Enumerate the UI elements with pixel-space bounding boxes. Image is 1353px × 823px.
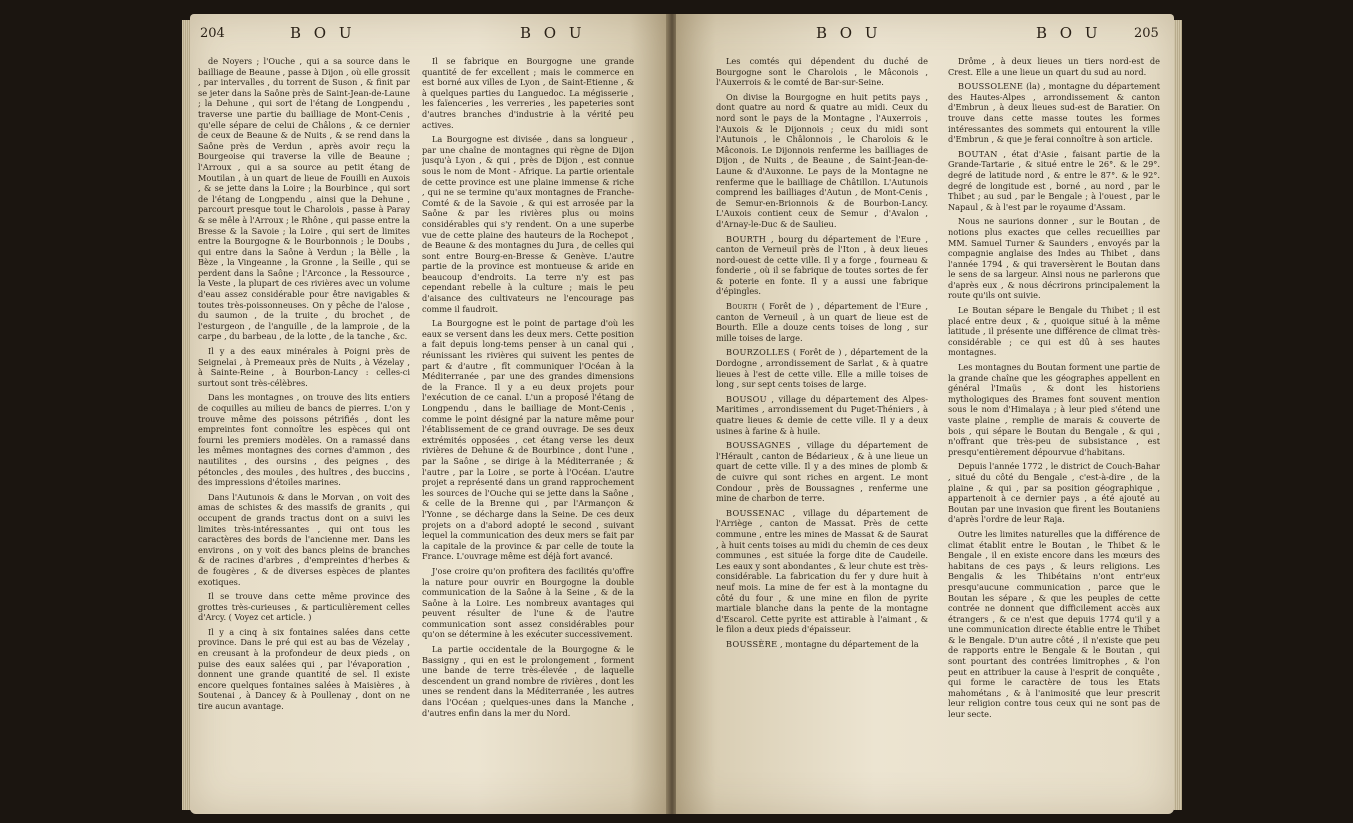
dictionary-entry: [716, 639, 928, 650]
paragraph: de Noyers ; l'Ouche , qui a sa source dans le bailliage de Beaune , passe à Dijon , où elle grossit , par intervalles , du torrent de Suson , & finit par se jeter dans la Saône près de Saint-Jean-de-Laune ; la Dehune , qui sort de l'étang de Longpendu , traverse une partie du bailliage de Mont-Cenis , qu'elle sépare de celui de Châlons , & ce dernier de ceux de Beaune & de Nuits , & se rend dans la Saône près de Verdun , après avoir reçu la Bourgeoise qui traverse la ville de Beaune ; l'Arroux , qui a sa source au petit étang de Moutilan , à un quart de lieue de Fouilli en Auxois , & se jette dans la Loire ; la Bourbince , qui sort de l'étang de Longpendu , ainsi que la Dehune , parcourt presque tout le Charolois , passe à Paray & se mêle à l'Arroux ; le Rhône , qui passe entre la Bresse & la Savoie ; la Loire , qui sert de limites entre la Bourgogne & le Bourbonnois ; le Doubs , qui entre dans la Saône à Verdun ; la Bèlle , la Bèze , la Vingeanne , la Gronne , la Seille , qui se perdent dans la Saône ; l'Arconce , la Ressource , la Veste , la plupart de ces rivières avec un volume d'eau assez considérable pour être navigables & toutes très-poissonneuses. On y pêche de l'alose , du saumon , de la truite , du brochet , de l'esturgeon , de l'anguille , de la lamproie , de la carpe , du barbeau , de la lotte , de la tanche , &c.: [198, 56, 410, 342]
dictionary-entry: [716, 508, 928, 635]
entry-headword: BOURTH: [726, 233, 767, 244]
entry-text: , village du département de l'Hérault , canton de Bédarieux , & à une lieue un quart de cette ville. Il y a des mines de plomb & de cuivre qui sont riches en argent. Le mont Condour , près de Boussagnes , renferme une mine de charbon de terre.: [716, 440, 928, 504]
paragraph: Il se trouve dans cette même province des grottes très-curieuses , & particulièrement celles d'Arcy. ( Voyez cet article. ): [198, 591, 410, 623]
entry-text: Les comtés qui dépendent du duché de Bourgogne sont le Charolois , le Mâconois , l'Auxerrois & le comté de Bar-sur-Seine.: [716, 56, 928, 88]
entry-text: (la) , montagne du département des Hautes-Alpes , arrondissement & canton d'Embrun , à deux lieues sud-est de Baratier. On trouve dans cette masse toutes les formes intéressantes des sommets qui entourent la ville d'Embrun , & que je ferai connoître à son article.: [948, 81, 1160, 145]
dictionary-entry: [948, 305, 1160, 358]
text-column-2: [948, 56, 1160, 804]
dictionary-entry: [716, 234, 928, 298]
paragraph: J'ose croire qu'on profitera des facilités qu'offre la nature pour ouvrir en Bourgogne la double communication de la Saône à la Seine , & de la Saône à la Loire. Les nombreux avantages qui peuvent résulter de l'une & de l'autre communication sont assez considérables pour qu'on se détermine à les exécuter successivement.: [422, 565, 634, 640]
running-head-left: B O U: [816, 24, 882, 42]
paragraph: Il se fabrique en Bourgogne une grande quantité de fer excellent ; mais le commerce en est borné aux villes de Lyon , de Saint-Etienne , & à quelques parties du Languedoc. La mégisserie , les faïenceries , les verreries , les papeteries sont d'autres branches d'industrie à la vérité peu actives.: [422, 56, 634, 130]
paragraph: Dans l'Autunois & dans le Morvan , on voit des amas de schistes & des massifs de granits , qui occupent de grands tractus dont on a suivi les limites très-intéressantes , qui ont tous les caractères des bords de l'ancienne mer. Dans les environs , on y voit des bancs pleins de branches & de racines d'arbres , d'empreintes d'herbes & de fougères , & de diverses espèces de plantes exotiques.: [198, 491, 410, 587]
entry-headword: BOUSSAGNES: [726, 440, 792, 451]
text-column-2: [422, 56, 634, 804]
page-number: 204: [200, 26, 225, 41]
dictionary-entry: [716, 301, 928, 343]
paragraph: La Bourgogne est divisée , dans sa longueur , par une chaîne de montagnes qui règne de Dijon jusqu'à Lyon , & qui , près de Dijon , est connue sous le nom de Mont - Afrique. La partie orientale de cette province est une plaine immense & riche , qui ne se termine qu'aux montagnes de Franche-Comté & de la Savoie , & qui est arrosée par la Saône & par les rivières plus ou moins considérables qui s'y rendent. On a une superbe vue de cette plaine des hauteurs de la Rochepot , de Beaune & des montagnes du Jura , de celles qui sont entre Bourg-en-Bresse & Genève. L'autre partie de la province est montueuse & aride en beaucoup d'endroits. La terre n'y est pas cependant rebelle à la culture ; mais le peu d'aisance des cultivateurs ne l'encourage pas comme il faudroit.: [422, 134, 634, 314]
right-page: [676, 14, 1174, 814]
entry-headword: BOUSOU: [726, 393, 767, 404]
dictionary-entry: [716, 56, 928, 88]
paragraph: La Bourgogne est le point de partage d'où les eaux se versent dans les deux mers. Cette position a fait depuis long-tems penser à un canal qui , réunissant les rivières qui suivent les pentes de part & d'autre , fît communiquer l'Océan à la Méditerranée , par une des grandes dimensions de la France. Il y a eu deux projets pour l'exécution de ce canal. L'un a proposé l'étang de Longpendu , dans le bailliage de Mont-Cenis , comme le point désigné par la nature même pour l'établissement de ce grand ouvrage. De ses deux extrémités opposées , cet étang verse les deux rivières de Dehune & de Bourbince , dont l'une , par la Saône , se dirige à la Méditerranée ; & l'autre , par la Loire , se porte à l'Océan. L'autre projet a représenté dans un grand rapprochement les sources de l'Ouche qui se jette dans la Saône , & celle de la Brenne qui , par l'Armançon & l'Yonne , se décharge dans la Seine. De ces deux projets on a d'abord adopté le second , suivant lequel la communication des deux mers se fait par la capitale de la province & par celle de toute la France. L'ouvrage même est déjà fort avancé.: [422, 318, 634, 562]
dictionary-entry: [948, 81, 1160, 145]
entry-text: On divise la Bourgogne en huit petits pays , dont quatre au nord & quatre au midi. Ceux du nord sont le pays de la Montagne , l'Auxerrois , l'Auxois & le Dijonnois ; ceux du midi sont l'Autunois , le Châlonnois , le Charolois & le Mâconois. Le Dijonnois renferme les bailliages de Dijon , de Nuits , de Beaune , de Saint-Jean-de-Laune & d'Auxonne. Le pays de la Montagne ne renferme que le bailliage de Châtillon. L'Autunois comprend les bailliages d'Autun , de Mont-Cenis , de Semur-en-Brionnois & de Bourbon-Lancy. L'Auxois contient ceux de Semur , d'Avalon , d'Arnay-le-Duc & de Saulieu.: [716, 91, 928, 229]
running-head-right: B O U: [520, 24, 586, 42]
dictionary-entry: [948, 216, 1160, 301]
dictionary-entry: [716, 347, 928, 389]
entry-text: ( Forêt de ) , département de l'Eure , canton de Verneuil , à un quart de lieue est de Bourth. Elle a douze cents toises de long , sur mille toises de large.: [716, 301, 928, 343]
entry-text: Nous ne saurions donner , sur le Boutan , de notions plus exactes que celles recueillies par MM. Samuel Turner & Saunders , envoyés par la compagnie anglaise des Indes au Thibet , dans l'année 1794 , & qui traversèrent le Boutan dans le sens de sa largeur. Ainsi nous ne parlerons que d'après eux , & nous décrirons principalement la route qu'ils ont suivie.: [948, 216, 1160, 301]
entry-text: ( Forêt de ) , département de la Dordogne , arrondissement de Sarlat , & à quatre lieues à l'est de cette ville. Elle a mille toises de long , sur sept cents toises de large.: [716, 347, 928, 390]
dictionary-entry: [716, 92, 928, 230]
entry-headword: Bourth: [726, 301, 758, 312]
entry-text: Le Boutan sépare le Bengale du Thibet ; il est placé entre deux , & , quoique situé à la même latitude , il présente une différence de climat très-considérable ; ce qui est dû à ses hautes montagnes.: [948, 305, 1160, 358]
paragraph: Il y a cinq à six fontaines salées dans cette province. Dans le pré qui est au bas de Vézelay , en creusant à la profondeur de deux pieds , on puise des eaux salées qui , par l'évaporation , donnent une grande quantité de sel. Il existe encore quelques fontaines salées à Maisières , à Soutenai , à Dancey & à Poullenay , dont on ne tire aucun avantage.: [198, 626, 410, 712]
entry-text: , montagne du département de la: [779, 638, 919, 649]
text-column-1: [198, 56, 410, 804]
entry-headword: BOUSSOLENE: [958, 81, 1024, 92]
page-number: 205: [1134, 26, 1159, 41]
dictionary-entry: [716, 440, 928, 504]
paragraph: La partie occidentale de la Bourgogne & le Bassigny , qui en est le prolongement , forment une bande de terre très-élevée , de laquelle descendent un grand nombre de rivières , dont les unes se rendent dans la Méditerranée , les autres dans l'Océan ; quelques-unes dans la Manche , d'autres enfin dans la mer du Nord.: [422, 644, 634, 718]
running-head-left: B O U: [290, 24, 356, 42]
entry-headword: BOUSSÈRE: [726, 638, 778, 649]
running-head-right: B O U: [1036, 24, 1102, 42]
entry-text: Les montagnes du Boutan forment une partie de la grande chaîne que les géographes appellent en général l'Imaüs , & dont les historiens mythologiques des Brames font souvent mention sous le nom d'Himalaya ; à leur pied s'étend une vaste plaine , remplie de marais & couverte de bois , qui sépare le Boutan du Bengale , & qui , n'offrant que très-peu de subsistance , est presqu'entièrement dépourvue d'habitans.: [948, 362, 1160, 457]
paragraph: Il y a des eaux minérales à Poigni près de Seignelai , à Premeaux près de Nuits , à Vézelay , à Sainte-Reine , à Bourbon-Lancy : celles-ci surtout sont très-célèbres.: [198, 346, 410, 388]
entry-headword: BOUTAN: [958, 148, 998, 159]
dictionary-entry: [948, 461, 1160, 525]
text-column-1: [716, 56, 928, 804]
paragraph: Dans les montagnes , on trouve des lits entiers de coquilles au milieu de bancs de pierres. L'on y trouve même des poissons pétrifiés , dont les empreintes font connoître les espèces qui ont fourni les premiers modèles. On a ramassé dans les mêmes montagnes des cornes d'ammon , des nautilites , des oursins , des peignes , des pétoncles , des moules , des huîtres , des buccins , des impressions d'étoiles marines.: [198, 392, 410, 488]
entry-headword: BOURZOLLES: [726, 347, 790, 358]
dictionary-entry: [948, 362, 1160, 457]
entry-text: Outre les limites naturelles que la différence de climat établit entre le Boutan , le Thibet & le Bengale , il en existe encore dans les mœurs des habitans de ces pays , & leurs religions. Les Bengalis & les Thibétains n'ont entr'eux presqu'aucune communication , parce que le Boutan les sépare , & que les peuples de cette contrée ne donnent que difficilement accès aux étrangers , & ce n'est que depuis 1774 qu'il y a une communication directe établie entre le Thibet & le Bengale. D'un autre côté , il n'existe que peu de rapports entre le Bengale & le Boutan , qui sont pourtant des contrées limitrophes , & l'on peut en attribuer la cause à l'esprit de conquête , qui forme le caractère de tous les Etats mahométans , & à l'animosité que leur prescrit leur religion contre tous ceux qui ne sont pas de leur secte.: [948, 528, 1160, 720]
entry-text: , bourg du département de l'Eure , canton de Verneuil près de l'Iton , à deux lieues nord-ouest de cette ville. Il y a forge , fourneau & fonderie , où il se fabrique de toutes sortes de fer & poterie en fonte. Il y a aussi une fabrique d'épingles.: [716, 233, 928, 297]
dictionary-entry: [948, 56, 1160, 77]
dictionary-entry: [716, 394, 928, 436]
left-page: [190, 14, 668, 814]
entry-text: , village du département de l'Arriège , canton de Massat. Près de cette commune , entre les mines de Massat & de Saurat , à huit cents toises au midi du chemin de ces deux communes , est située la forge dite de Caudeile. Les eaux y sont abondantes , & leur chute est très-considérable. La fabrication du fer y dure huit à neuf mois. La mine de fer est à la montagne du côté du four , & une mine en filon de pyrite martiale blanche dans la pente de la montagne d'Escarol. Cette pyrite est attirable à l'aimant , & le filon a deux pieds d'épaisseur.: [716, 507, 928, 635]
entry-text: Depuis l'année 1772 , le district de Couch-Bahar , situé du côté du Bengale , c'est-à-dire , de la plaine , & qui , par sa position géographique , appartenoit à ce dernier pays , a été ajouté au Boutan par une invasion que firent les Boutaniens d'après l'ordre de leur Raja.: [948, 461, 1160, 525]
dictionary-entry: [948, 529, 1160, 720]
entry-headword: BOUSSENAC: [726, 507, 785, 518]
entry-text: , village du département des Alpes-Maritimes , arrondissement du Puget-Théniers , à quatre lieues & demie de cette ville. Il y a deux usines à farine & à huile.: [716, 393, 928, 436]
dictionary-entry: [948, 149, 1160, 213]
entry-text: , état d'Asie , faisant partie de la Grande-Tartarie , & situé entre le 26°. & le 29°. degré de latitude nord , & entre le 87°. & le 92°. degré de longitude est , borné , au nord , par le Thibet ; au sud , par le Bengale ; à l'ouest , par le Napaul , & à l'est par le royaume d'Assam.: [948, 148, 1160, 212]
entry-text: Drôme , à deux lieues un tiers nord-est de Crest. Elle a une lieue un quart du sud au nord.: [948, 56, 1160, 77]
